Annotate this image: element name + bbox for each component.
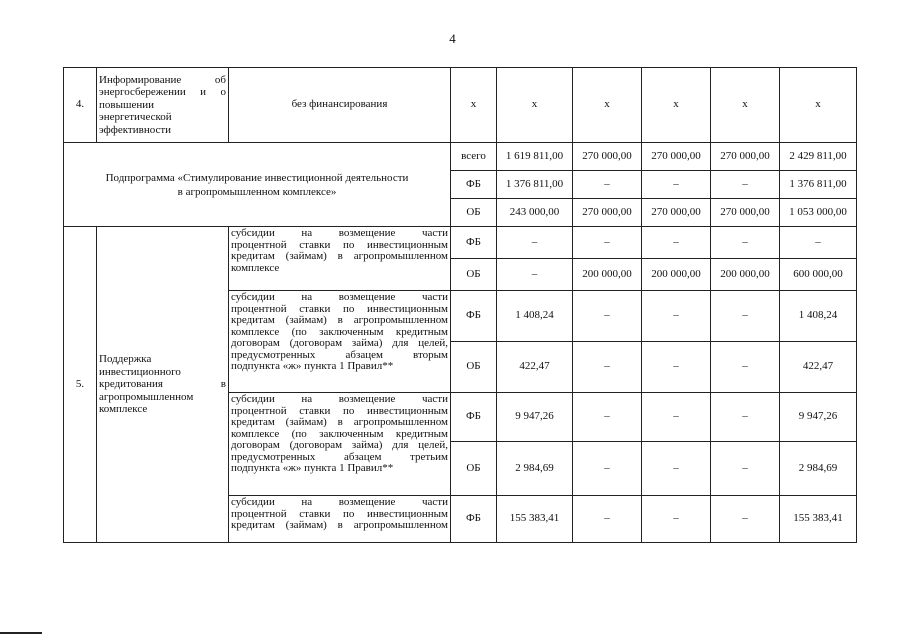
table-cell: 270 000,00 xyxy=(642,199,711,227)
table-cell: 155 383,41 xyxy=(497,496,573,543)
table-cell: – xyxy=(573,442,642,496)
source-cell: ФБ xyxy=(451,227,497,259)
table-cell: 1 376 811,00 xyxy=(780,171,857,199)
event-description xyxy=(229,227,451,291)
row-number: 5. xyxy=(64,227,97,543)
table-cell: – xyxy=(497,259,573,291)
event-description xyxy=(229,291,451,393)
event-name xyxy=(97,227,229,543)
source-cell: ФБ xyxy=(451,496,497,543)
name-line: инвестиционного xyxy=(99,365,181,378)
description-line: подпункта «ж» пункта 1 Правил** xyxy=(231,360,394,372)
table-row-5-g1-fb xyxy=(64,227,857,259)
table-cell: 600 000,00 xyxy=(780,259,857,291)
event-description xyxy=(229,496,451,543)
table-cell: – xyxy=(711,291,780,342)
table-cell: – xyxy=(642,291,711,342)
table-cell: – xyxy=(573,291,642,342)
table-cell: х xyxy=(642,68,711,143)
description-line: процентной ставки по инвестиционным xyxy=(231,404,448,417)
table-cell: 270 000,00 xyxy=(573,143,642,171)
table-cell: 2 984,69 xyxy=(497,442,573,496)
table-cell: – xyxy=(573,342,642,393)
table-cell: 1 053 000,00 xyxy=(780,199,857,227)
table-cell: х xyxy=(573,68,642,143)
table-cell: х xyxy=(451,68,497,143)
subprogram-title-line: Подпрограмма «Стимулирование инвестиционной деятельности xyxy=(105,171,409,184)
table-cell: х xyxy=(780,68,857,143)
description-line: кредитам (займам) в агропромышленном xyxy=(231,314,448,326)
description-line: субсидии на возмещение части xyxy=(231,393,448,405)
source-cell: ФБ xyxy=(451,291,497,342)
table-cell: – xyxy=(573,227,642,259)
table-cell: – xyxy=(711,342,780,393)
table-cell: 270 000,00 xyxy=(642,143,711,171)
table-cell: – xyxy=(642,171,711,199)
description-line: комплексе xyxy=(231,261,280,274)
source-cell: ОБ xyxy=(451,259,497,291)
subprogram-row-total xyxy=(64,143,857,171)
description-line: комплексе (по заключенным кредитным xyxy=(231,325,448,338)
subprogram-title-line: в агропромышленном комплексе» xyxy=(177,185,337,198)
name-line: энергосбережении и о xyxy=(99,86,226,99)
table-cell: 1 619 811,00 xyxy=(497,143,573,171)
table-cell: – xyxy=(780,227,857,259)
table-cell: 1 408,24 xyxy=(497,291,573,342)
name-line: кредитования в xyxy=(99,378,226,391)
source-cell: ФБ xyxy=(451,393,497,442)
scan-artifact-line xyxy=(0,632,42,634)
event-description xyxy=(229,393,451,496)
source-cell: всего xyxy=(451,143,497,171)
table-cell: – xyxy=(642,496,711,543)
name-line: комплексе xyxy=(99,403,148,416)
table-cell: х xyxy=(711,68,780,143)
source-cell: ОБ xyxy=(451,442,497,496)
table-cell: 9 947,26 xyxy=(780,393,857,442)
source-cell: ОБ xyxy=(451,199,497,227)
description-line: процентной ставки по инвестиционным xyxy=(231,238,448,251)
description-line: предусмотренных абзацем вторым xyxy=(231,348,448,361)
table-cell: 243 000,00 xyxy=(497,199,573,227)
table-cell: 422,47 xyxy=(497,342,573,393)
table-cell: – xyxy=(642,342,711,393)
page-number: 4 xyxy=(449,31,456,46)
table-cell: 270 000,00 xyxy=(711,199,780,227)
table-cell: – xyxy=(642,393,711,442)
financing-source: без финансирования xyxy=(229,68,451,143)
description-line: договорам (договорам займа) для целей, xyxy=(231,337,448,349)
table-row-4 xyxy=(64,68,857,143)
description-line: субсидии на возмещение части xyxy=(231,291,448,303)
table-cell: х xyxy=(497,68,573,143)
table-cell: 155 383,41 xyxy=(780,496,857,543)
source-cell: ОБ xyxy=(451,342,497,393)
description-line: кредитам (займам) в агропромышленном xyxy=(231,519,448,531)
subprogram-title xyxy=(64,143,451,227)
table-cell: 2 984,69 xyxy=(780,442,857,496)
table-cell: – xyxy=(711,171,780,199)
table-cell: – xyxy=(497,227,573,259)
description-line: подпункта «ж» пункта 1 Правил** xyxy=(231,462,394,474)
table-cell: – xyxy=(573,171,642,199)
description-line: процентной ставки по инвестиционным xyxy=(231,302,448,315)
table-cell: 200 000,00 xyxy=(642,259,711,291)
table-cell: – xyxy=(642,227,711,259)
description-line: договорам (договорам займа) для целей, xyxy=(231,439,448,451)
table-cell: 9 947,26 xyxy=(497,393,573,442)
budget-table xyxy=(63,67,857,543)
table-cell: – xyxy=(711,393,780,442)
description-line: предусмотренных абзацем третьим xyxy=(231,450,448,463)
table-cell: 270 000,00 xyxy=(711,143,780,171)
description-line: субсидии на возмещение части xyxy=(231,227,448,239)
table-cell: – xyxy=(711,496,780,543)
name-line: эффективности xyxy=(99,123,172,136)
table-cell: – xyxy=(711,442,780,496)
table-cell: – xyxy=(573,393,642,442)
name-line: энергетической xyxy=(99,111,172,124)
table-cell: 1 408,24 xyxy=(780,291,857,342)
source-cell: ФБ xyxy=(451,171,497,199)
table-cell: 422,47 xyxy=(780,342,857,393)
description-line: кредитам (займам) в агропромышленном xyxy=(231,250,448,262)
description-line: комплексе (по заключенным кредитным xyxy=(231,427,448,440)
table-cell: 200 000,00 xyxy=(573,259,642,291)
name-line: агропромышленном xyxy=(99,390,194,403)
name-line: Информирование об xyxy=(99,73,226,86)
description-line: кредитам (займам) в агропромышленном xyxy=(231,416,448,428)
table-cell: – xyxy=(642,442,711,496)
description-line: субсидии на возмещение части xyxy=(231,496,448,508)
table-cell: 1 376 811,00 xyxy=(497,171,573,199)
table-cell: 200 000,00 xyxy=(711,259,780,291)
event-name xyxy=(97,68,229,143)
row-number: 4. xyxy=(64,68,97,143)
table-cell: 2 429 811,00 xyxy=(780,143,857,171)
name-line: Поддержка xyxy=(99,353,152,366)
table-cell: – xyxy=(711,227,780,259)
table-cell: 270 000,00 xyxy=(573,199,642,227)
name-line: повышении xyxy=(99,98,154,111)
description-line: процентной ставки по инвестиционным xyxy=(231,507,448,520)
table-cell: – xyxy=(573,496,642,543)
